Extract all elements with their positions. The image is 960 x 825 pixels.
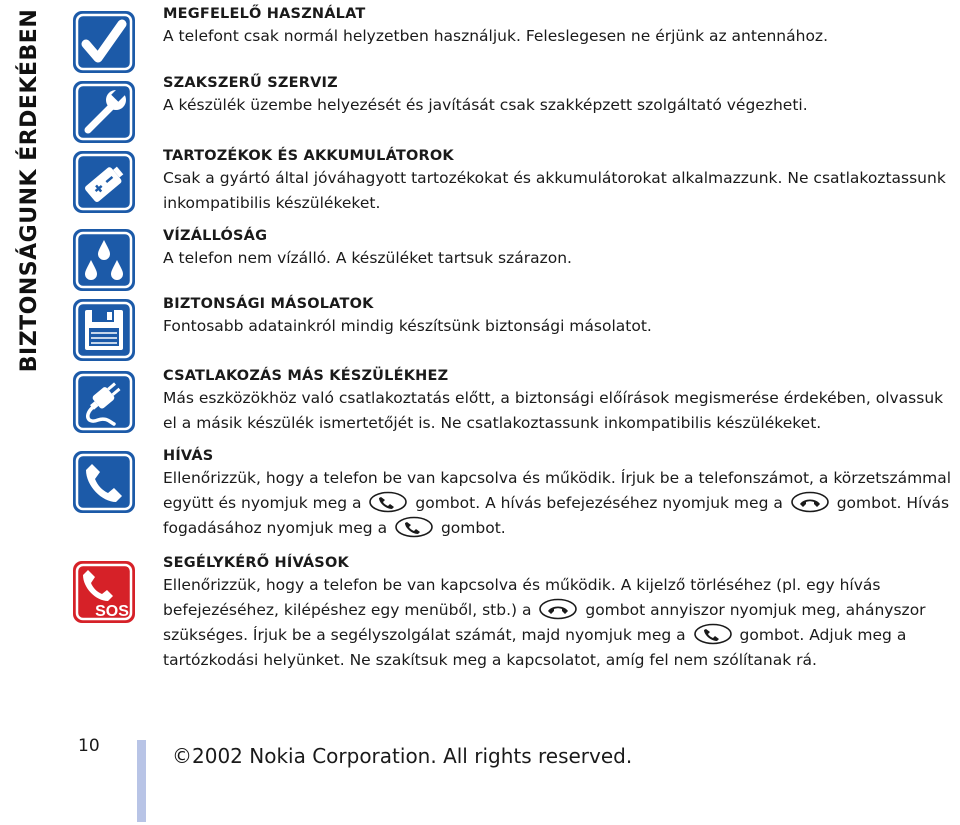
copyright-notice: ©2002 Nokia Corporation. All rights reserved. <box>172 744 633 768</box>
section-heading: SEGÉLYKÉRŐ HÍVÁSOK <box>163 555 349 571</box>
section-backup <box>163 294 958 339</box>
section-calling <box>163 446 958 541</box>
section-text: A telefont csak normál helyzetben használjuk. Feleslegesen ne érjünk az antennához. <box>163 27 828 45</box>
section-text: Más eszközökhöz való csatlakoztatás előtt, a biztonsági előírások megismerése érdekében, olvassuk el a másik készülék ismertetőjét is. Ne csatlakoztassunk inkompatibilis készülékeket. <box>163 389 944 432</box>
text-part: gombot. A hívás befejezéséhez nyomjuk meg a <box>415 494 783 512</box>
section-text: A készülék üzembe helyezését és javítását csak szakképzett szolgáltató végezheti. <box>163 96 808 114</box>
check-icon <box>72 10 136 74</box>
end-key-icon <box>790 491 830 513</box>
section-connecting <box>163 366 958 436</box>
phone-icon <box>72 450 136 514</box>
section-heading: MEGFELELŐ HASZNÁLAT <box>163 6 366 22</box>
section-heading: CSATLAKOZÁS MÁS KÉSZÜLÉKHEZ <box>163 368 449 384</box>
sos-label: SOS <box>95 603 129 620</box>
text-part: Ellenőrizzük, hogy a telefon be van kapcsolva és működik. Írjuk be a telefonszámot, a körzetszámmal együtt és nyomjuk meg a <box>163 469 952 512</box>
section-text <box>163 466 958 541</box>
section-water-resistance <box>163 226 958 271</box>
section-heading: TARTOZÉKOK ÉS AKKUMULÁTOROK <box>163 148 454 164</box>
section-proper-use <box>163 4 958 49</box>
text-part: gombot. <box>440 519 506 537</box>
section-service <box>163 73 958 118</box>
section-heading: VÍZÁLLÓSÁG <box>163 228 268 244</box>
section-text: Csak a gyártó által jóváhagyott tartozékokat és akkumulátorokat alkalmazzunk. Ne csatlakoztassunk inkompatibilis készülékeket. <box>163 169 946 212</box>
wrench-icon <box>72 80 136 144</box>
text-part: gombot. Adjuk meg a tartózkodási helyünket. Ne szakítsuk meg a kapcsolatot, amíg fel nem szólítanak rá. <box>163 626 907 669</box>
section-emergency-calls <box>163 553 958 673</box>
end-key-icon <box>538 598 578 620</box>
section-heading: HÍVÁS <box>163 448 214 464</box>
battery-icon <box>72 150 136 214</box>
section-accessories <box>163 146 958 216</box>
water-drops-icon <box>72 228 136 292</box>
call-key-icon <box>368 491 408 513</box>
footer-divider <box>137 740 146 822</box>
floppy-disk-icon <box>72 298 136 362</box>
call-key-icon <box>394 516 434 538</box>
sos-phone-icon <box>72 560 136 624</box>
text-part: gombot annyiszor nyomjuk meg, ahányszor szükséges. Írjuk be a segélyszolgálat számát, majd nyomjuk meg a <box>163 601 926 644</box>
side-title-text: BIZTONSÁGUNK ÉRDEKÉBEN <box>17 8 43 373</box>
page-number: 10 <box>78 736 100 756</box>
text-part: Ellenőrizzük, hogy a telefon be van kapcsolva és működik. A kijelző törléséhez (pl. egy hívás befejezéséhez, kilépéshez egy menüből, stb.) a <box>163 576 881 619</box>
section-text <box>163 573 958 673</box>
text-part: gombot. Hívás fogadásához nyomjuk meg a <box>163 494 950 537</box>
section-text: Fontosabb adatainkról mindig készítsünk biztonsági másolatot. <box>163 317 652 335</box>
section-text: A telefon nem vízálló. A készüléket tartsuk szárazon. <box>163 249 572 267</box>
plug-icon <box>72 370 136 434</box>
section-heading: BIZTONSÁGI MÁSOLATOK <box>163 296 374 312</box>
section-heading: SZAKSZERŰ SZERVIZ <box>163 75 338 91</box>
call-key-icon <box>693 623 733 645</box>
side-title <box>8 8 52 373</box>
